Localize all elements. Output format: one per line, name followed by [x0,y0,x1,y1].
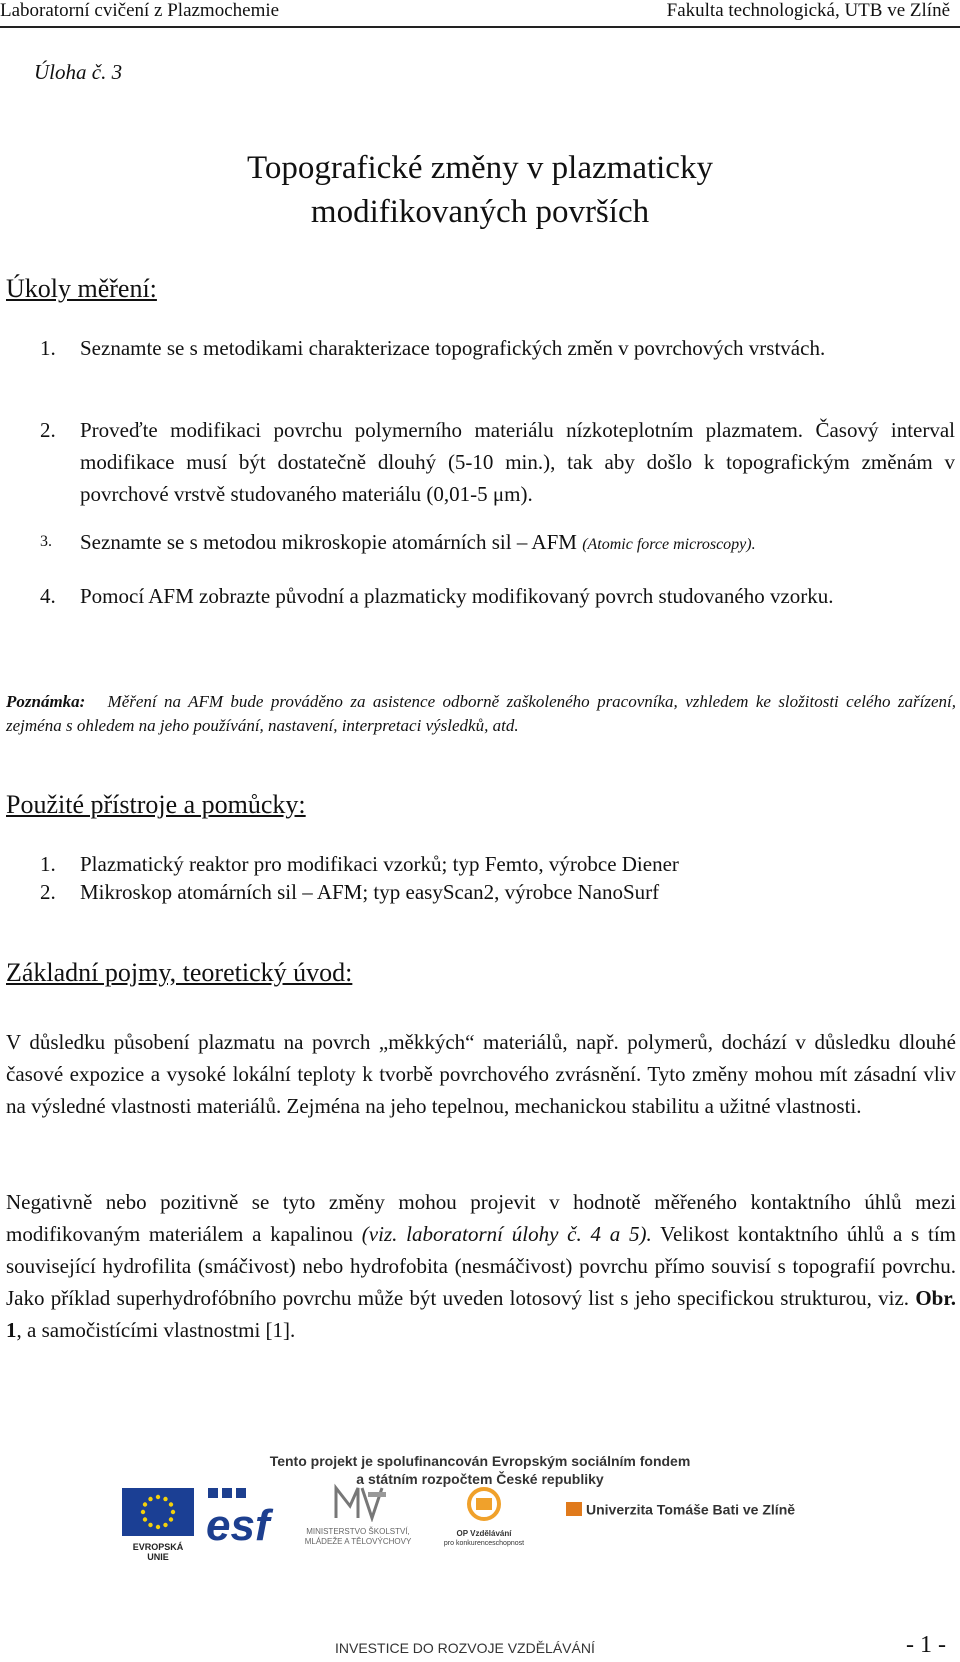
task-text: Seznamte se s metodikami charakterizace topografických změn v povrchových vrstvách. [80,336,826,360]
page-title [0,146,960,234]
section-heading-instruments: Použité přístroje a pomůcky: [6,790,306,819]
utb-logo [566,1500,826,1524]
eu-star [156,1495,160,1499]
instrument-number: 2. [40,880,56,904]
msmt-logo [296,1482,420,1552]
eu-star [148,1497,152,1501]
esf-logo-icon [204,1484,274,1548]
instrument-item-2 [40,876,955,908]
utb-logo-icon [566,1500,582,1518]
op-label-2: pro konkurenceschopnost [443,1540,525,1547]
eu-star [169,1502,173,1506]
task-item-1 [40,332,955,364]
esf-logo [204,1484,274,1548]
instrument-text: Mikroskop atomárních sil – AFM; typ easyScan2, výrobce NanoSurf [80,880,660,904]
page-number: - 1 - [906,1632,946,1658]
utb-logo-label: Univerzita Tomáše Bati ve Zlíně [586,1501,796,1518]
header-left: Laboratorní cvičení z Plazmochemie [0,0,280,21]
title-line-1: Topografické změny v plazmaticky [247,150,713,186]
eu-star [141,1510,145,1514]
footer-investice: INVESTICE DO ROZVOJE VZDĚLÁVÁNÍ [335,1640,595,1656]
paragraph-2-text-a: Negativně nebo pozitivně se tyto změny mohou projevit v hodnotě měřeného kontaktního úhlů mezi modifikovaným materiálem a kapalinou [6,1190,956,1246]
eu-star [156,1525,160,1529]
paragraph-2-text-e: , a samočistícími vlastnostmi [1]. [16,1318,296,1342]
footer-line-1: Tento projekt je spolufinancován Evropským sociálním fondem [269,1453,691,1469]
instrument-text: Plazmatický reaktor pro modifikaci vzorků; typ Femto, výrobce Diener [80,852,679,876]
instrument-number: 1. [40,852,56,876]
eu-star [143,1517,147,1521]
op-logo-icon [462,1484,506,1524]
msmt-label-1: MINISTERSTVO ŠKOLSTVÍ, [306,1527,410,1536]
task-text-note: (Atomic force microscopy). [582,536,756,553]
note [6,690,956,738]
eu-star [169,1517,173,1521]
task-number: 3. [40,533,52,550]
eu-star [148,1523,152,1527]
msmt-emblem-icon [328,1482,388,1522]
paragraph-2-text-c: Velikost kontaktního úhlů a s tím související hydrofilita (smáčivost) nebo hydrofobita (nesmáčivost) povrchu přímo souvisí s topografií povrchu. Jako příklad superhydrofóbního povrchu může být uveden lotosový list s jeho specifickou strukturou, viz. [6,1222,956,1310]
title-line-2: modifikovaných površích [310,194,650,230]
paragraph-1: V důsledku působení plazmatu na povrch „měkkých“ materiálů, např. polymerů, dochází v důsledku dlouhé časové expozice a vysoké lokální teploty k tvorbě povrchového zvrásnění. Tyto změny mohou mít zásadní vliv na výsledné vlastnosti materiálů. Zejména na jeho tepelnou, mechanickou stabilitu a užitné vlastnosti. [6,1030,956,1118]
note-label: Poznámka: [6,692,86,711]
footer-line-2: a státním rozpočtem České republiky [356,1471,604,1487]
figure-reference: Obr. 1 [6,1286,956,1342]
eu-star [163,1497,167,1501]
task-item-4 [40,580,955,612]
eu-logo-label: EVROPSKÁ UNIE [132,1542,184,1562]
eu-flag-icon [122,1488,194,1536]
task-item-2 [40,414,955,510]
task-label: Úloha č. 3 [34,60,123,84]
paragraph-2 [6,1186,956,1346]
header-right: Fakulta technologická, UTB ve Zlíně [666,0,950,21]
section-heading-tasks: Úkoly měření: [6,274,157,303]
footer-funding-text [0,1452,960,1488]
task-text: Pomocí AFM zobrazte původní a plazmaticky modifikovaný povrch studovaného vzorku. [80,584,834,608]
op-logo [442,1484,526,1550]
op-label-1: OP Vzdělávání [456,1529,512,1538]
task-number: 4. [40,584,56,608]
eu-star [163,1523,167,1527]
msmt-label-2: MLÁDEŽE A TĚLOVÝCHOVY [304,1537,412,1546]
task-text: Proveďte modifikaci povrchu polymerního materiálu nízkoteplotním plazmatem. Časový interval modifikace musí být dostatečně dlouhý (5-10 min.), tak aby došlo k topografickým změnám v povrchové vrstvě studovaného materiálu (0,01-5 μm). [80,418,955,506]
esf-logo-text: esf [206,1501,270,1548]
task-item-3 [40,526,955,561]
eu-star [171,1510,175,1514]
eu-logo [122,1488,194,1562]
task-text: Seznamte se s metodou mikroskopie atomárních sil – AFM [80,530,577,554]
paragraph-2-reference: (viz. laboratorní úlohy č. 4 a 5). [361,1222,652,1246]
eu-star [143,1502,147,1506]
task-number: 2. [40,418,56,442]
section-heading-theory: Základní pojmy, teoretický úvod: [6,958,353,987]
note-text: Měření na AFM bude prováděno za asistence odborně zaškoleného pracovníka, vzhledem ke složitosti celého zařízení, zejména s ohledem na jeho používání, nastavení, interpretaci výsledků, atd. [6,692,957,735]
task-number: 1. [40,336,56,360]
header-rule [0,26,960,28]
